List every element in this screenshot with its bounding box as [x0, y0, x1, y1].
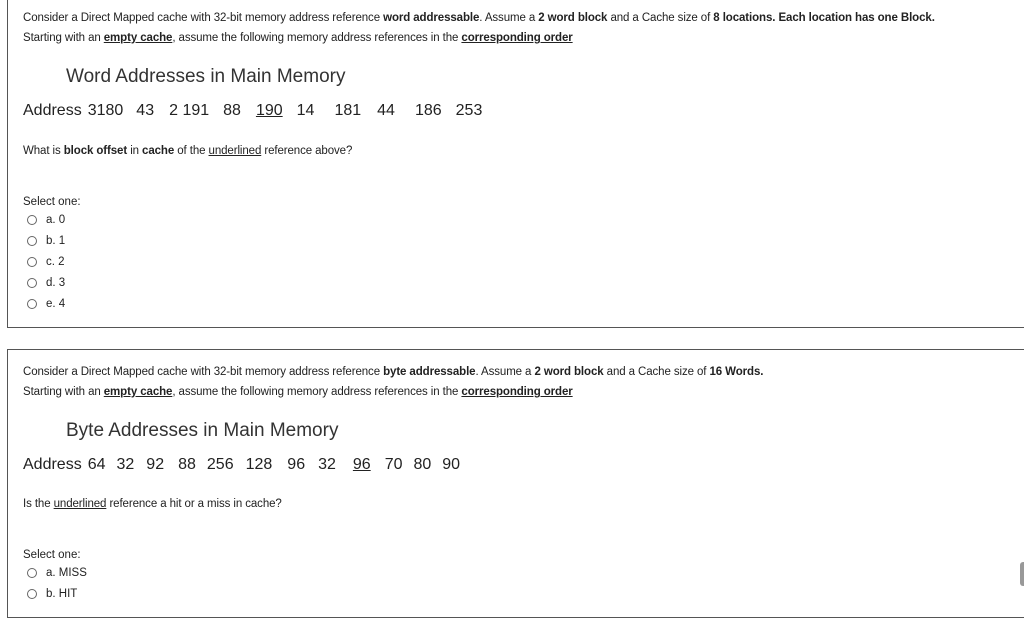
radio-button[interactable]	[27, 568, 37, 578]
q1-option-c-label: c. 2	[46, 256, 65, 268]
q2-option-b[interactable]	[27, 588, 77, 600]
radio-button[interactable]	[27, 278, 37, 288]
q2-intro-bold-addressing: byte addressable	[383, 366, 476, 378]
radio-button[interactable]	[27, 299, 37, 309]
q2-option-a-label: a. MISS	[46, 567, 87, 579]
q2-address-value: 64	[87, 456, 106, 473]
scrollbar-handle[interactable]	[1020, 562, 1024, 586]
q1-question-text: What is	[23, 145, 64, 157]
q1-address-value: 181	[334, 102, 362, 119]
q1-option-b-label: b. 1	[46, 235, 66, 247]
q2-address-row	[23, 456, 460, 474]
q1-address-value: 44	[377, 102, 395, 119]
q2-empty-cache: empty cache	[103, 386, 173, 398]
radio-button[interactable]	[27, 257, 37, 267]
q1-question-block-offset: block offset	[63, 145, 128, 157]
q1-intro-text-2: . Assume a	[479, 12, 539, 24]
q1-option-d[interactable]	[27, 277, 65, 289]
q1-option-a-label: a. 0	[46, 214, 66, 226]
q2-address-value: 90	[442, 456, 461, 473]
q1-intro-bold-cache-size: 8 locations. Each location has one Block.	[713, 12, 935, 24]
q2-heading: Byte Addresses in Main Memory	[66, 420, 339, 441]
q1-heading: Word Addresses in Main Memory	[66, 66, 346, 87]
q2-address-label: Address	[23, 456, 82, 473]
q2-intro-bold-block: 2 word block	[534, 366, 604, 378]
q1-question	[23, 145, 352, 157]
q2-address-value: 70	[384, 456, 403, 473]
q1-intro-text-3: and a Cache size of	[607, 12, 714, 24]
q2-corresponding-order: corresponding order	[461, 386, 573, 398]
q1-address-label: Address	[23, 102, 82, 119]
q1-address-value: 14	[296, 102, 315, 119]
q2-underlined-address: 96	[352, 456, 371, 473]
q1-option-e[interactable]	[27, 298, 65, 310]
q1-option-e-label: e. 4	[46, 298, 66, 310]
q2-address-value: 256	[206, 456, 234, 473]
q2-address-value: 92	[146, 456, 165, 473]
q1-option-d-label: d. 3	[46, 277, 66, 289]
q1-question-underlined: underlined	[208, 145, 262, 157]
q1-corresponding-order: corresponding order	[461, 32, 573, 44]
q2-intro-line	[23, 366, 763, 378]
q2-address-value: 32	[318, 456, 336, 473]
q1-address-value: 3180	[87, 102, 124, 119]
q1-intro-bold-addressing: word addressable	[383, 12, 480, 24]
q1-empty-cache: empty cache	[103, 32, 173, 44]
q1-address-value: 88	[223, 102, 241, 119]
q1-question-cache: cache	[142, 145, 175, 157]
radio-button[interactable]	[27, 589, 37, 599]
q2-question-text-2: reference a hit or a miss in cache?	[106, 498, 282, 510]
q1-line2-text-2: , assume the following memory address references in the	[172, 32, 462, 44]
radio-button[interactable]	[27, 236, 37, 246]
q2-references-line	[23, 386, 573, 398]
q2-select-label: Select one:	[23, 549, 81, 561]
radio-button[interactable]	[27, 215, 37, 225]
q2-intro-bold-cache-size: 16 Words.	[709, 366, 764, 378]
q1-underlined-address: 190	[255, 102, 283, 119]
q1-option-a[interactable]	[27, 214, 65, 226]
q1-question-text-4: reference above?	[261, 145, 353, 157]
question-1-panel	[7, 0, 1024, 328]
q1-address-value: 43	[136, 102, 155, 119]
q1-question-text-2: in	[127, 145, 143, 157]
q1-option-c[interactable]	[27, 256, 65, 268]
q2-address-value: 32	[116, 456, 135, 473]
question-2-panel	[7, 349, 1024, 618]
q1-references-line	[23, 32, 573, 44]
q2-line2-text-2: , assume the following memory address references in the	[172, 386, 462, 398]
q2-address-value: 96	[287, 456, 306, 473]
q2-address-value: 80	[413, 456, 432, 473]
q2-option-b-label: b. HIT	[46, 588, 78, 600]
q1-address-value: 253	[455, 102, 483, 119]
q2-address-value: 88	[178, 456, 196, 473]
q2-question-text: Is the	[23, 498, 54, 510]
q2-question-underlined: underlined	[53, 498, 107, 510]
q1-intro-text: Consider a Direct Mapped cache with 32-bit memory address reference	[23, 12, 384, 24]
q1-select-label: Select one:	[23, 196, 81, 208]
q2-option-a[interactable]	[27, 567, 87, 579]
q2-address-value: 128	[245, 456, 273, 473]
q1-question-text-3: of the	[174, 145, 209, 157]
q1-option-b[interactable]	[27, 235, 65, 247]
q2-intro-text: Consider a Direct Mapped cache with 32-bit memory address reference	[23, 366, 384, 378]
q1-address-row	[23, 102, 482, 120]
q1-address-value: 2 191	[169, 102, 210, 119]
q1-intro-line	[23, 12, 935, 24]
q2-intro-text-3: and a Cache size of	[603, 366, 710, 378]
q2-intro-text-2: . Assume a	[475, 366, 535, 378]
q1-address-value: 186	[414, 102, 442, 119]
q1-intro-bold-block: 2 word block	[538, 12, 608, 24]
q1-line2-text: Starting with an	[23, 32, 104, 44]
q2-question	[23, 498, 282, 510]
q2-line2-text: Starting with an	[23, 386, 104, 398]
